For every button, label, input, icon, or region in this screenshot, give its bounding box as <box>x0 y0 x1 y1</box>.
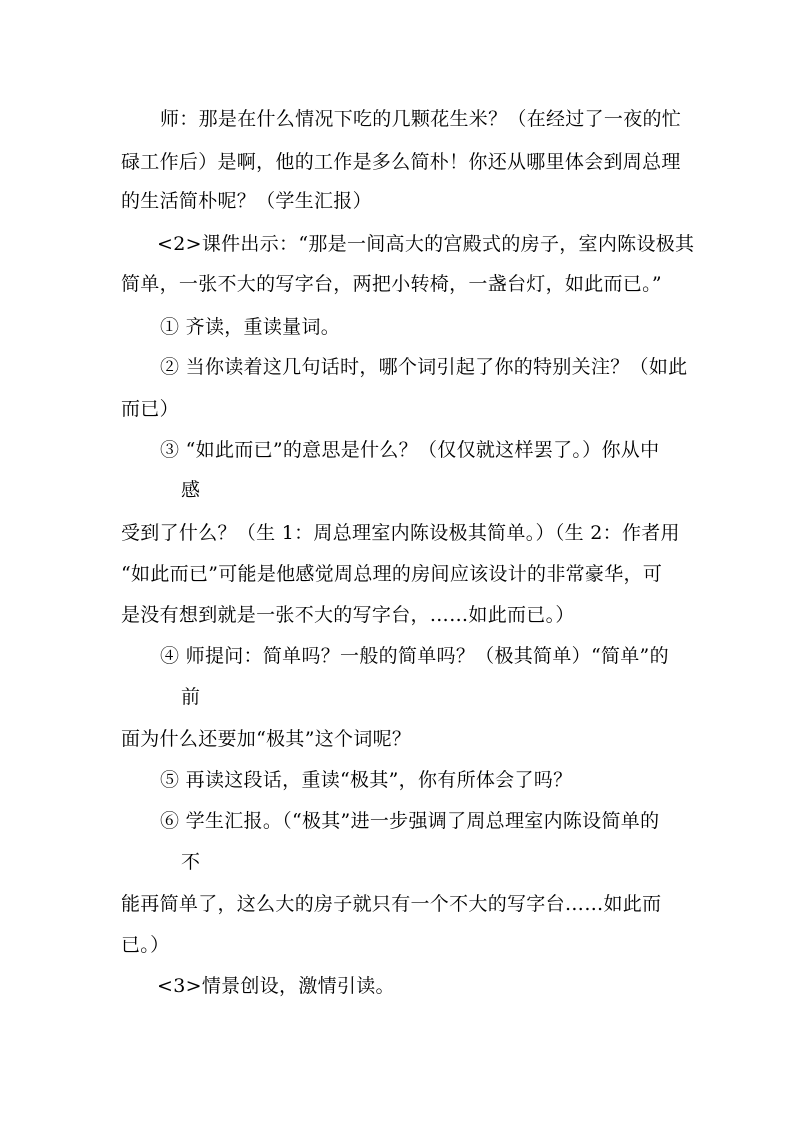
text-line: “如此而已”可能是他感觉周总理的房间应该设计的非常豪华，可 <box>121 563 663 585</box>
text-line: 能再简单了，这么大的房子就只有一个不大的写字台……如此而 <box>121 893 662 915</box>
text-line: ④ 师提问：简单吗？一般的简单吗？（极其简单）“简单”的 <box>160 645 669 667</box>
text-line: 不 <box>181 851 201 873</box>
text-line: <2>课件出示：“那是一间高大的宫殿式的房子，室内陈设极其 <box>157 233 695 255</box>
text-line: ② 当你读着这几句话时，哪个词引起了你的特别关注？（如此 <box>160 356 688 378</box>
text-line: 碌工作后）是啊，他的工作是多么简朴！你还从哪里体会到周总理 <box>121 151 681 173</box>
text-line: 简单，一张不大的写字台，两把小转椅，一盏台灯，如此而已。” <box>121 273 662 295</box>
text-line: <3>情景创设，激情引读。 <box>157 975 395 997</box>
text-line: 已。） <box>121 934 170 956</box>
text-line: ③ “如此而已”的意思是什么？（仅仅就这样罢了。）你从中 <box>160 439 660 461</box>
text-line: 是没有想到就是一张不大的写字台，……如此而已。） <box>121 604 575 626</box>
text-line: 而已） <box>121 398 179 420</box>
text-line: 面为什么还要加“极其”这个词呢？ <box>121 728 412 750</box>
text-line: 师：那是在什么情况下吃的几颗花生米？（在经过了一夜的忙 <box>160 108 682 130</box>
text-line: 感 <box>181 479 201 501</box>
text-line: 受到了什么？（生 1：周总理室内陈设极其简单。）（生 2：作者用 <box>121 522 680 544</box>
text-line: ⑤ 再读这段话，重读“极其”，你有所体会了吗？ <box>160 769 573 791</box>
text-line: 前 <box>181 686 201 708</box>
text-line: ⑥ 学生汇报。（“极其”进一步强调了周总理室内陈设简单的 <box>160 810 660 832</box>
text-line: 的生活简朴呢？（学生汇报） <box>121 190 372 212</box>
text-line: ① 齐读，重读量词。 <box>160 316 341 338</box>
